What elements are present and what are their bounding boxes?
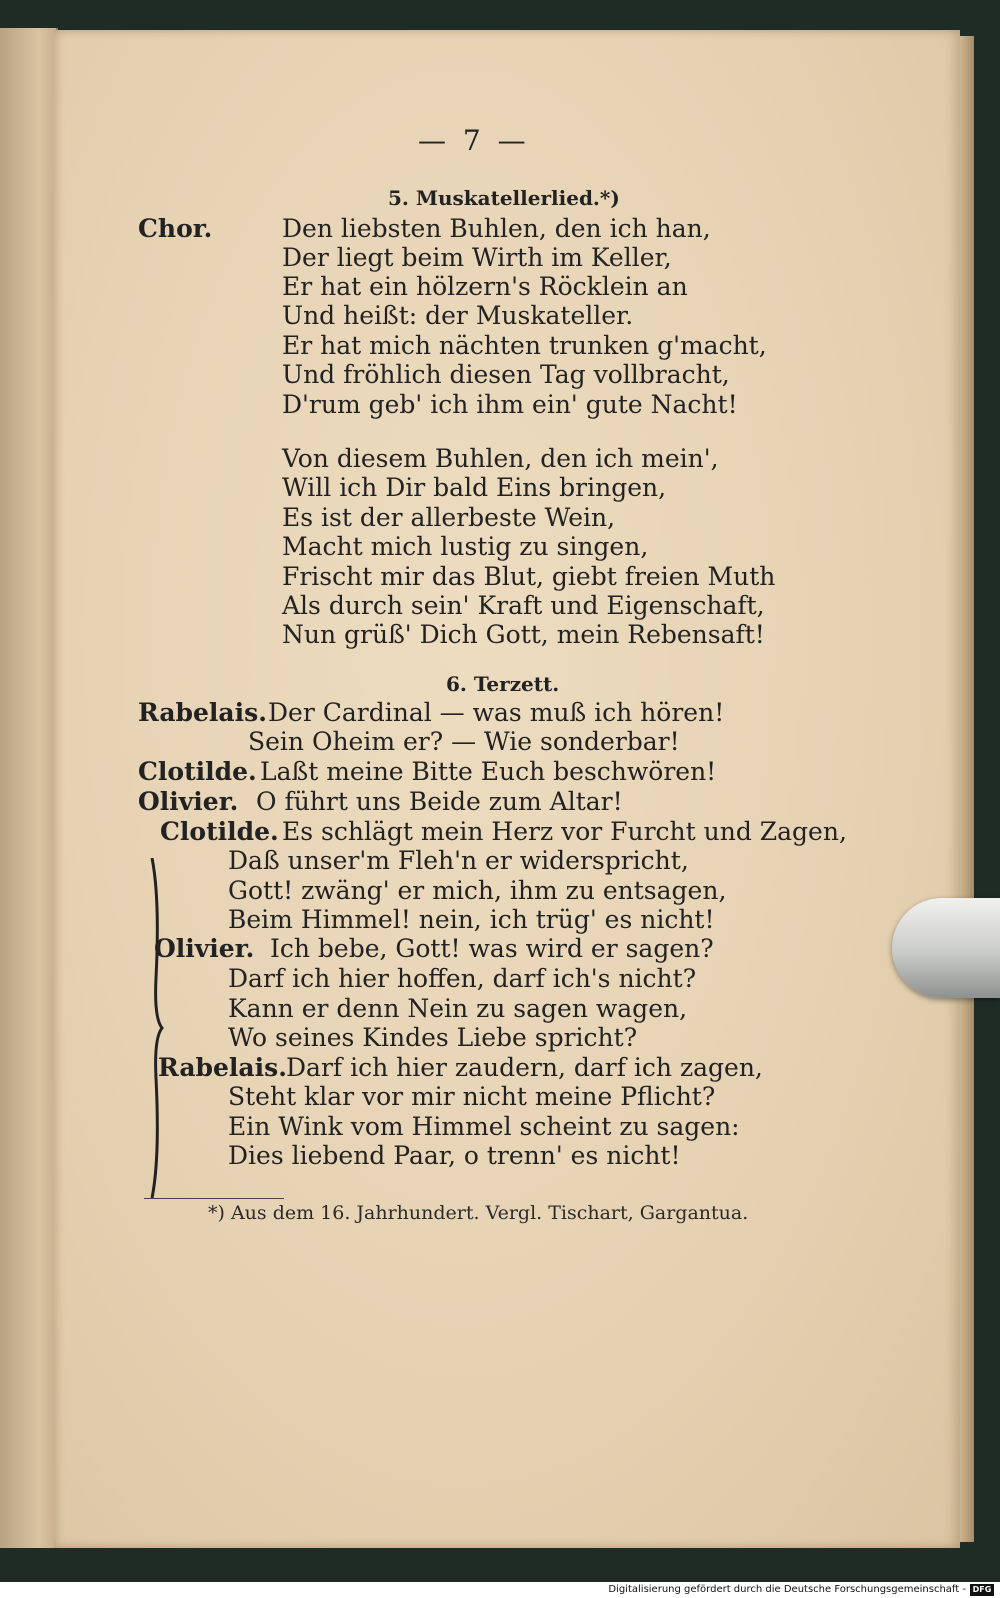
page-number: — 7 — (418, 124, 530, 157)
paper-clip (892, 898, 1000, 998)
verse-line: Laßt meine Bitte Euch beschwören! (260, 757, 717, 786)
right-page-edge (960, 36, 974, 1542)
verse-line: Von diesem Buhlen, den ich mein', (282, 444, 719, 473)
footnote: *) Aus dem 16. Jahrhundert. Vergl. Tischart, Gargantua. (208, 1202, 749, 1224)
verse-line: Kann er denn Nein zu sagen wagen, (228, 994, 688, 1023)
verse-line: Der liegt beim Wirth im Keller, (282, 243, 672, 272)
verse-line: Und fröhlich diesen Tag vollbracht, (282, 360, 730, 389)
section-heading-terzett: 6. Terzett. (446, 672, 560, 696)
verse-line: O führt uns Beide zum Altar! (256, 787, 623, 816)
verse-line: Es ist der allerbeste Wein, (282, 503, 616, 532)
dfg-logo: DFG (970, 1584, 994, 1596)
left-page-edge (0, 28, 58, 1548)
ensemble-brace (150, 858, 164, 1198)
verse-line: Und heißt: der Muskateller. (282, 301, 634, 330)
speaker-label: Rabelais. (138, 698, 267, 727)
verse-line: D'rum geb' ich ihm ein' gute Nacht! (282, 390, 738, 419)
footnote-rule (144, 1198, 284, 1199)
speaker-label: Chor. (138, 214, 213, 243)
verse-line: Als durch sein' Kraft und Eigenschaft, (282, 591, 765, 620)
verse-line: Ich bebe, Gott! was wird er sagen? (270, 934, 714, 963)
verse-line: Es schlägt mein Herz vor Furcht und Zagen, (282, 817, 847, 846)
verse-line: Den liebsten Buhlen, den ich han, (282, 214, 711, 243)
verse-line: Er hat mich nächten trunken g'macht, (282, 331, 767, 360)
speaker-label: Olivier. (154, 934, 255, 963)
verse-line: Gott! zwäng' er mich, ihm zu entsagen, (228, 876, 727, 905)
speaker-label: Clotilde. (138, 757, 257, 786)
verse-line: Steht klar vor mir nicht meine Pflicht? (228, 1082, 716, 1111)
verse-line: Der Cardinal — was muß ich hören! (268, 698, 725, 727)
verse-line: Beim Himmel! nein, ich trüg' es nicht! (228, 905, 715, 934)
verse-line: Frischt mir das Blut, giebt freien Muth (282, 562, 776, 591)
verse-line: Sein Oheim er? — Wie sonderbar! (248, 727, 680, 756)
verse-line: Darf ich hier hoffen, darf ich's nicht? (228, 964, 697, 993)
verse-line: Wo seines Kindes Liebe spricht? (228, 1023, 638, 1052)
verse-line: Macht mich lustig zu singen, (282, 532, 649, 561)
speaker-label: Olivier. (138, 787, 239, 816)
verse-line: Daß unser'm Fleh'n er widerspricht, (228, 846, 689, 875)
section-heading-muskatellerlied: 5. Muskatellerlied.*) (388, 186, 620, 210)
footer-credit: Digitalisierung gefördert durch die Deutsche Forschungsgemeinschaft - (608, 1584, 966, 1595)
verse-line: Er hat ein hölzern's Röcklein an (282, 272, 688, 301)
speaker-label: Rabelais. (158, 1053, 287, 1082)
speaker-label: Clotilde. (160, 817, 279, 846)
verse-line: Will ich Dir bald Eins bringen, (282, 473, 667, 502)
verse-line: Dies liebend Paar, o trenn' es nicht! (228, 1141, 681, 1170)
verse-line: Ein Wink vom Himmel scheint zu sagen: (228, 1112, 740, 1141)
verse-line: Nun grüß' Dich Gott, mein Rebensaft! (282, 620, 765, 649)
verse-line: Darf ich hier zaudern, darf ich zagen, (286, 1053, 763, 1082)
